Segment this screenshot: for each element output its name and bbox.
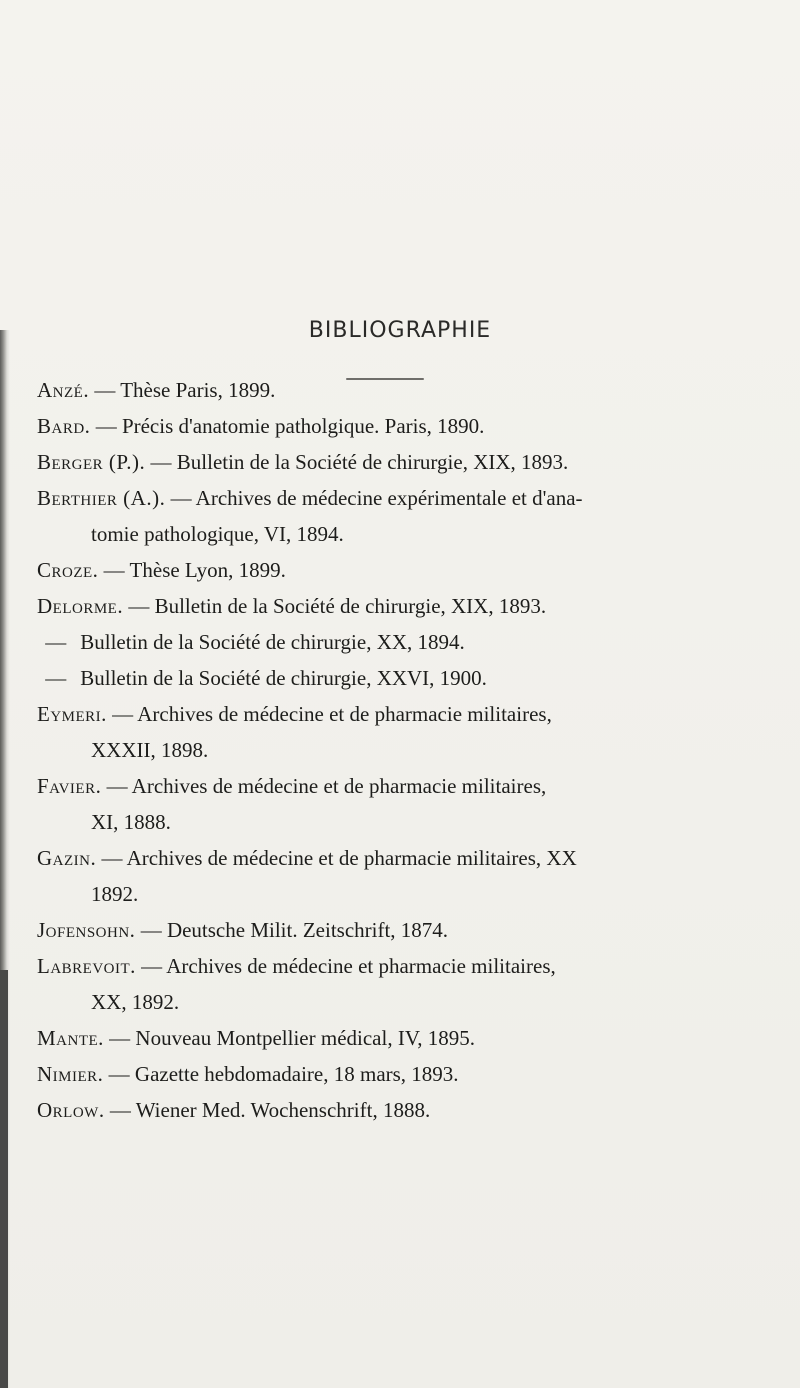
entry-author: Croze. [37,558,99,582]
bibliography-entry [37,912,777,948]
bibliography-entry [37,372,777,408]
entry-text: — Précis d'anatomie patholgique. Paris, 1890. [90,414,485,438]
bibliography-entry [37,552,777,588]
entry-text: — Archives de médecine expérimentale et d'ana- [165,486,583,510]
bibliography-entry [37,408,777,444]
entry-author: Nimier. [37,1062,104,1086]
entry-author: Favier. [37,774,102,798]
bibliography-entry [37,768,777,840]
entry-continuation: XX, 1892. [91,990,180,1014]
entry-author: Anzé. [37,378,90,402]
bibliography-entry [37,948,777,1020]
entry-author: Labrevoit. [37,954,136,978]
entry-author: Berger (P.). [37,450,146,474]
bibliography-entry [37,444,777,480]
entry-text: — Archives de médecine et de pharmacie militaires, [106,702,552,726]
entry-text: — Archives de médecine et de pharmacie militaires, XX [96,846,577,870]
entry-continuation: tomie pathologique, VI, 1894. [91,522,344,546]
entry-continuation: XXXII, 1898. [91,738,209,762]
entry-author: Mante. [37,1026,104,1050]
bibliography-entry [37,480,777,552]
entry-text: — Bulletin de la Société de chirurgie, XIX, 1893. [123,594,547,618]
entry-author: Berthier (A.). [37,486,166,510]
binding-edge [0,330,10,1388]
entry-author: Delorme. [37,594,124,618]
bibliography-entry [37,1020,777,1056]
bibliography-entry [37,840,777,912]
entry-author: Orlow. [37,1098,105,1122]
entry-text: — Archives de médecine et de pharmacie militaires, [101,774,547,798]
bibliography-entry [37,1092,777,1128]
entry-continuation: 1892. [91,882,139,906]
bibliography-entry [37,588,777,624]
entry-text: Bulletin de la Société de chirurgie, XXVI, 1900. [75,666,487,690]
page-title: BIBLIOGRAPHIE [308,318,492,343]
entry-text: Bulletin de la Société de chirurgie, XX, 1894. [75,630,465,654]
entry-author: Gazin. [37,846,97,870]
bibliography-entry [37,1056,777,1092]
entry-text: — Thèse Lyon, 1899. [98,558,286,582]
entry-text: — Gazette hebdomadaire, 18 mars, 1893. [103,1062,459,1086]
entry-text: — Bulletin de la Société de chirurgie, XIX, 1893. [145,450,569,474]
entry-ditto-mark: — [45,666,67,690]
bibliography-entry [37,696,777,768]
entry-text: — Archives de médecine et pharmacie militaires, [135,954,556,978]
bibliography-entry [37,624,777,660]
entry-text: — Nouveau Montpellier médical, IV, 1895. [103,1026,476,1050]
entry-author: Eymeri. [37,702,107,726]
entry-text: — Wiener Med. Wochenschrift, 1888. [104,1098,431,1122]
entry-ditto-mark: — [45,630,67,654]
entry-continuation: XI, 1888. [91,810,171,834]
entry-text: — Thèse Paris, 1899. [89,378,276,402]
entry-author: Bard. [37,414,91,438]
entry-author: Jofensohn. [37,918,136,942]
entry-text: — Deutsche Milit. Zeitschrift, 1874. [135,918,449,942]
bibliography-entry [37,660,777,696]
